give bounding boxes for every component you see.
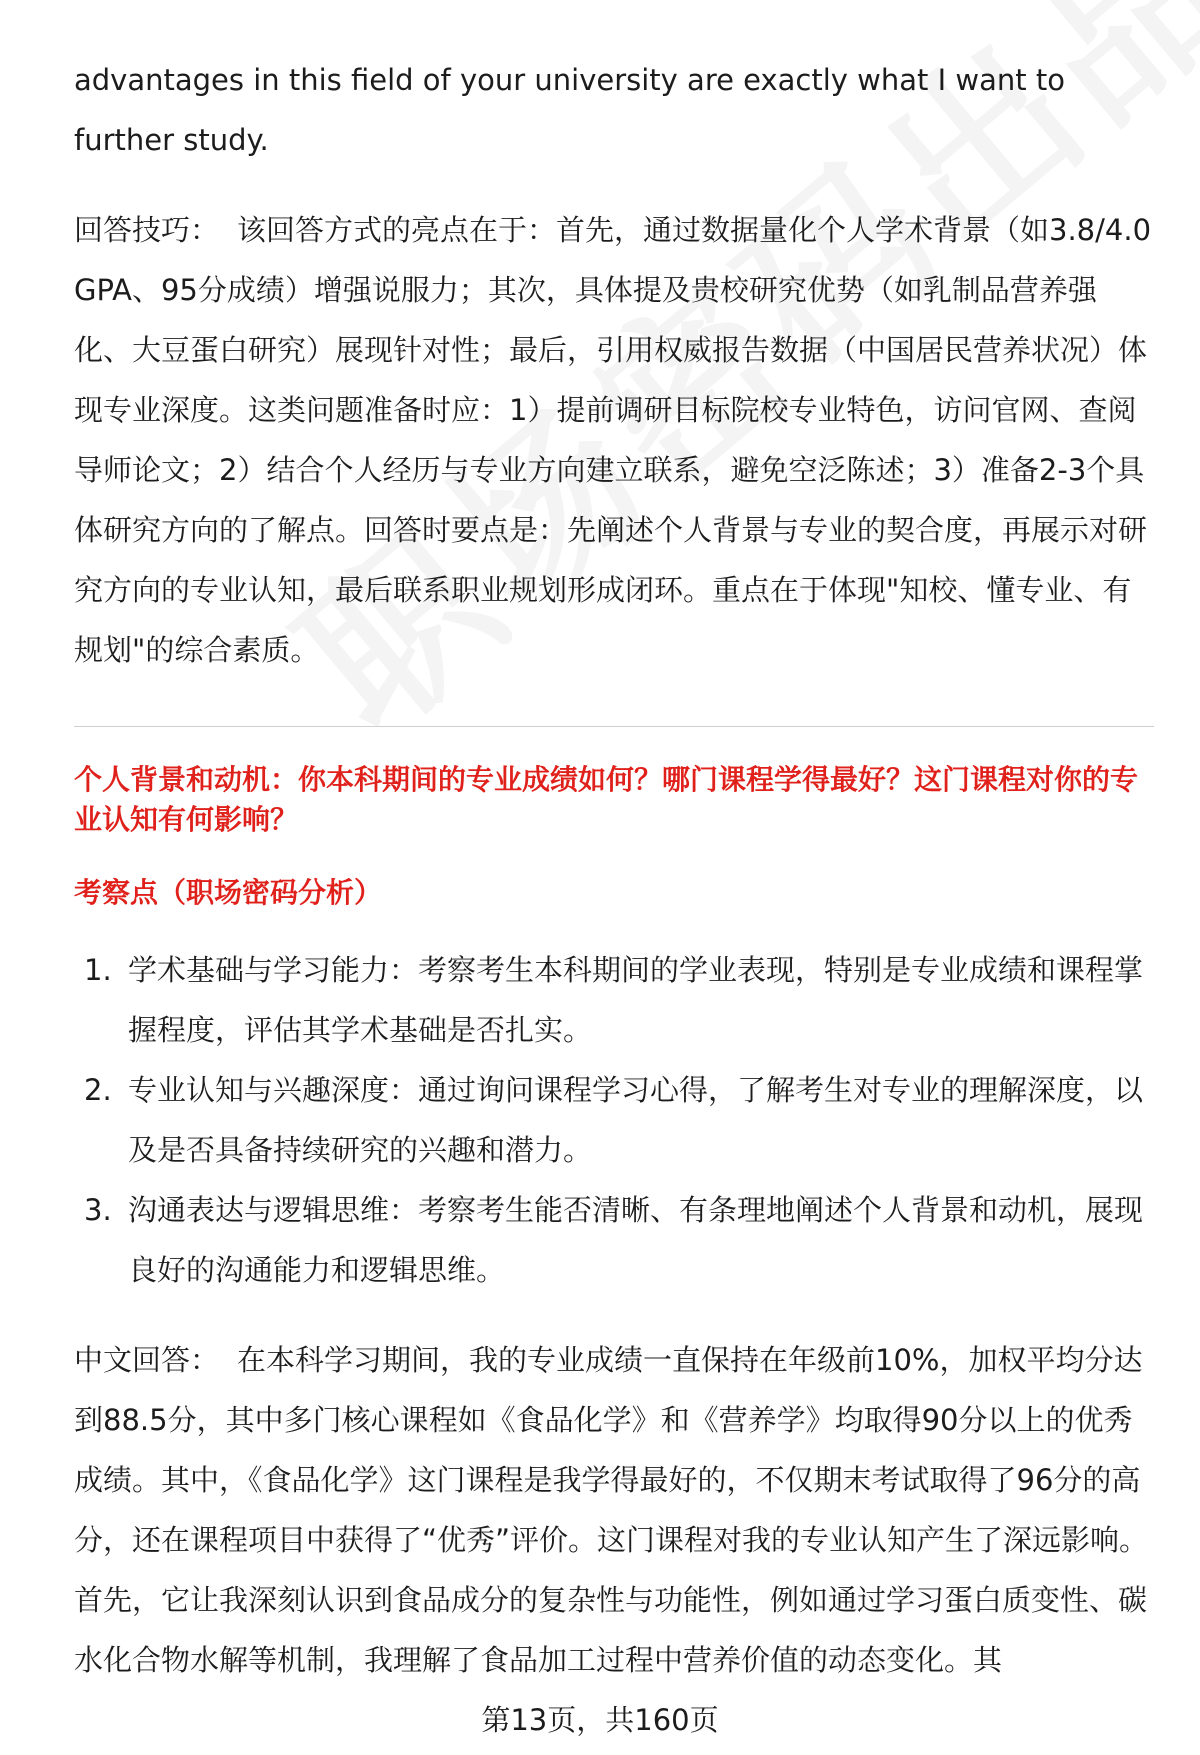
question-heading: 个人背景和动机：你本科期间的专业成绩如何？哪门课程学得最好？这门课程对你的专业认知有何影响？ [74, 763, 1139, 836]
answer-paragraph [74, 1330, 1154, 1690]
list-item-text: 学术基础与学习能力：考察考生本科期间的学业表现，特别是专业成绩和课程掌握程度，评估其学术基础是否扎实。 [128, 953, 1144, 1047]
tips-label: 回答技巧： [74, 213, 220, 247]
tips-paragraph [74, 200, 1154, 680]
list-item-number: 2. [84, 1073, 112, 1107]
list-item [74, 940, 1154, 1060]
list-item [74, 1060, 1154, 1180]
assessment-points-list [74, 940, 1154, 1300]
answer-text: 在本科学习期间，我的专业成绩一直保持在年级前10%，加权平均分达到88.5分，其中多门核心课程如《食品化学》和《营养学》均取得90分以上的优秀成绩。其中，《食品化学》这门课程是我学得最好的，不仅期末考试取得了96分的高分，还在课程项目中获得了“优秀”评价。这门课程对我的专业认知产生了深远影响。首先，它让我深刻认识到食品成分的复杂性与功能性，例如通过学习蛋白质变性、碳水化合物水解等机制，我理解了食品加工过程中营养价值的动态变化。其 [74, 1343, 1149, 1677]
list-item [74, 1180, 1154, 1300]
list-item-text: 专业认知与兴趣深度：通过询问课程学习心得，了解考生对专业的理解深度，以及是否具备持续研究的兴趣和潜力。 [128, 1073, 1144, 1167]
answer-label: 中文回答： [74, 1343, 220, 1377]
analysis-subheading: 考察点（职场密码分析） [74, 876, 383, 909]
section-divider [74, 726, 1154, 727]
list-item-text: 沟通表达与逻辑思维：考察考生能否清晰、有条理地阐述个人背景和动机，展现良好的沟通能力和逻辑思维。 [128, 1193, 1144, 1287]
tips-text: 该回答方式的亮点在于：首先，通过数据量化个人学术背景（如3.8/4.0 GPA、95分成绩）增强说服力；其次，具体提及贵校研究优势（如乳制品营养强化、大豆蛋白研究）展现针对性；最后，引用权威报告数据（中国居民营养状况）体现专业深度。这类问题准备时应：1）提前调研目标院校专业特色，访问官网、查阅导师论文；2）结合个人经历与专业方向建立联系，避免空泛陈述；3）准备2-3个具体研究方向的了解点。回答时要点是：先阐述个人背景与专业的契合度，再展示对研究方向的专业认知，最后联系职业规划形成闭环。重点在于体现"知校、懂专业、有规划"的综合素质。 [74, 213, 1152, 667]
continuation-paragraph: advantages in this field of your university are exactly what I want to further study. [74, 63, 1065, 157]
page-number-footer: 第13页，共160页 [481, 1703, 719, 1737]
list-item-number: 1. [84, 953, 112, 987]
list-item-number: 3. [84, 1193, 112, 1227]
